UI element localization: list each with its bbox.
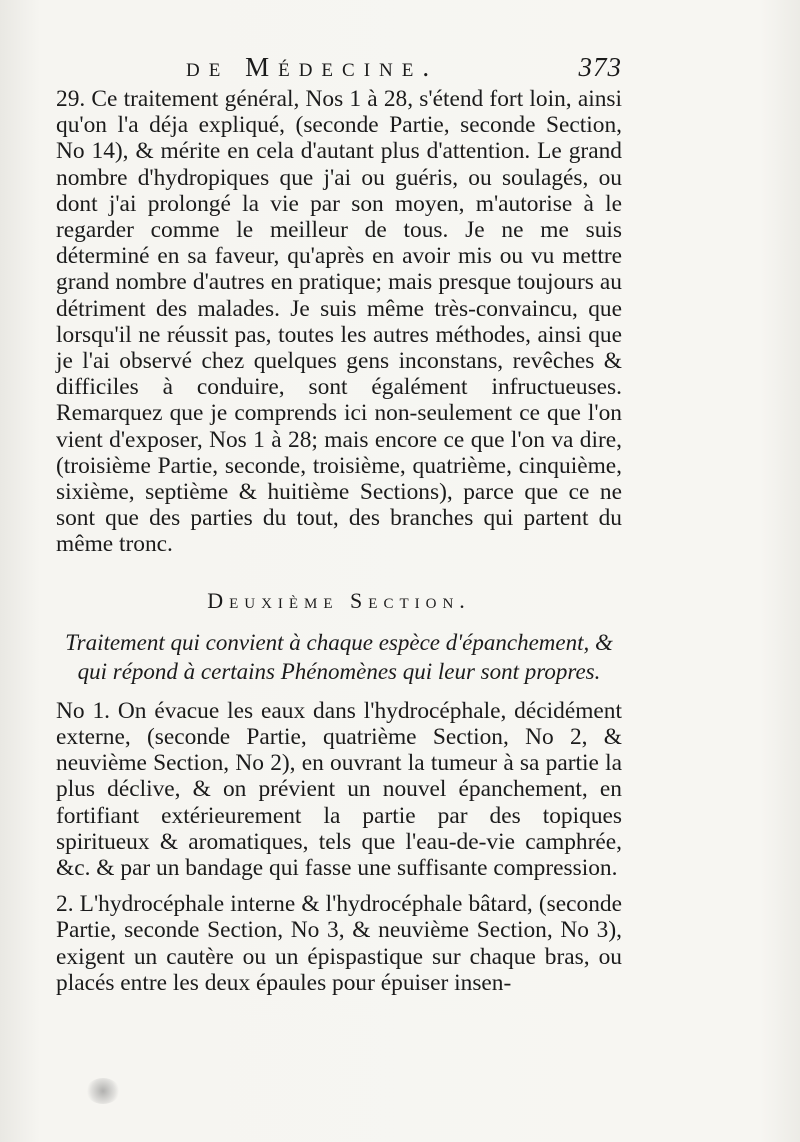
running-title: de Médecine. (186, 52, 439, 82)
paragraph-2: 2. L'hydrocéphale interne & l'hydrocéphale bâtard, (seconde Partie, seconde Section, No 3, & neuvième Section, No 3), exigent un cautère ou un épispastique sur chaque bras, ou placés entre les deux épaules pour épuiser insen- (56, 891, 622, 996)
page-number: 373 (578, 52, 622, 82)
paragraph-1: No 1. On évacue les eaux dans l'hydrocéphale, décidément externe, (seconde Partie, quatrième Section, No 2, & neuvième Section, No 2), en ouvrant la tumeur à sa partie la plus déclive, & on prévient un nouvel épanchement, en fortifiant extérieurement la partie par des topiques spiritueux & aromatiques, tels que l'eau-de-vie camphrée, &c. & par un bandage qui fasse une suffisante compression. (56, 697, 622, 882)
paper-stain (86, 1078, 120, 1104)
paragraph-29: 29. Ce traitement général, Nos 1 à 28, s'étend fort loin, ainsi qu'on l'a déja expliqué, (seconde Partie, seconde Section, No 14), & mérite en cela d'autant plus d'attention. Le grand nombre d'hydropiques que j'ai ou guéris, ou soulagés, ou dont j'ai prolongé la vie par son moyen, m'autorise à le regarder comme le meilleur de tous. Je ne me suis déterminé en sa faveur, qu'après en avoir mis ou vu mettre grand nombre d'autres en pratique; mais presque toujours au détriment des malades. Je suis même très-convaincu, que lorsqu'il ne réussit pas, toutes les autres méthodes, ainsi que je l'ai observé chez quelques gens inconstans, revêches & difficiles à conduire, sont égalément infructueuses. Remarquez que je comprends ici non-seulement ce que l'on vient d'exposer, Nos 1 à 28; mais encore ce que l'on va dire, (troisième Partie, seconde, troisième, quatrième, cinquième, sixième, septième & huitième Sections), parce que ce ne sont que des parties du tout, des branches qui partent du même tronc. (56, 86, 622, 558)
section-subtitle: Traitement qui convient à chaque espèce d'épanchement, & qui répond à certains Phénomènes qui leur sont propres. (65, 629, 613, 684)
page-content (56, 52, 622, 996)
page-header (56, 52, 622, 86)
body-text (56, 86, 622, 996)
section-heading: Deuxième Section. (207, 587, 471, 613)
